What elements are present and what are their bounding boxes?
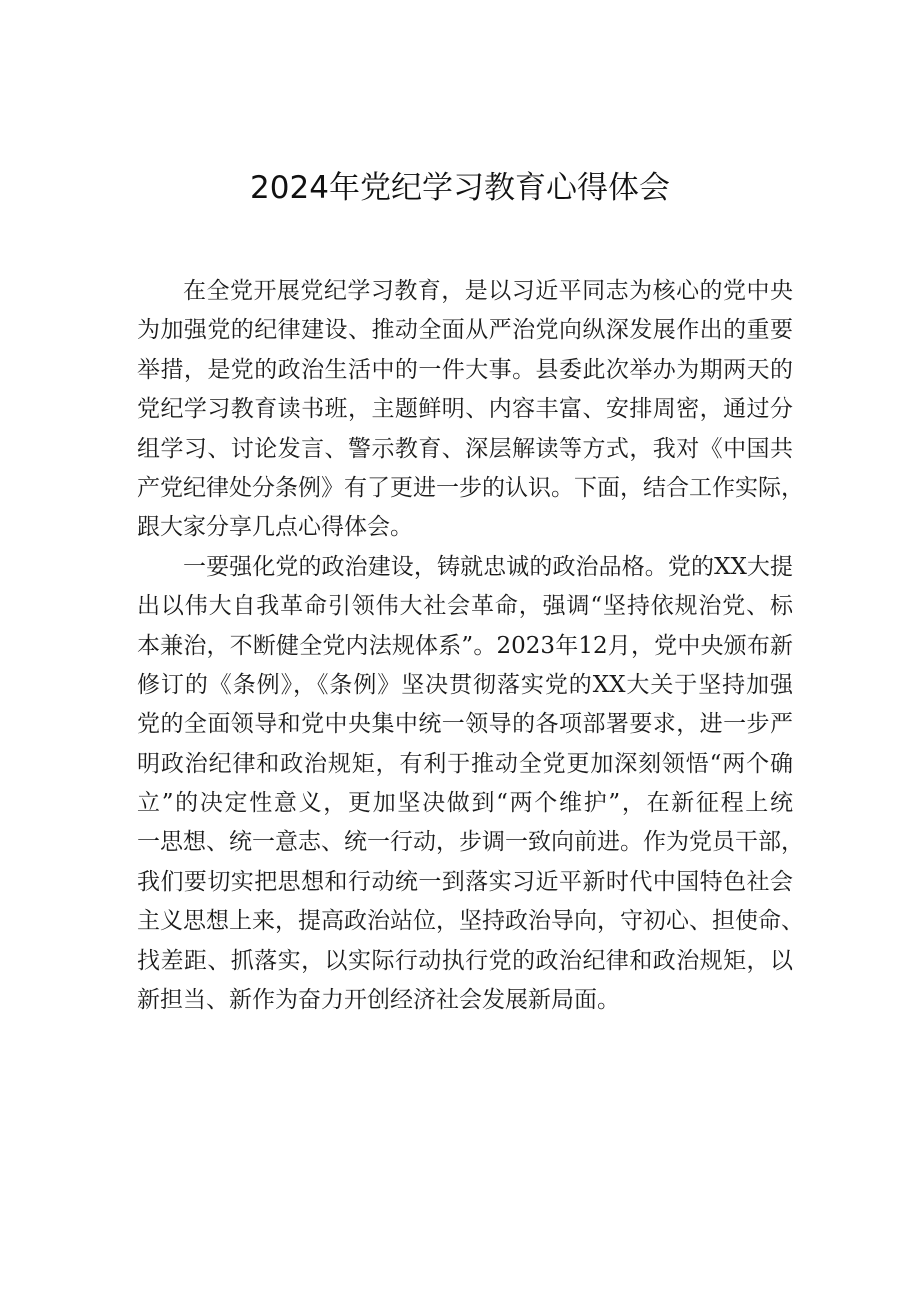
- document-title: 2024年党纪学习教育心得体会: [250, 170, 670, 206]
- paragraph-line: 修订的《条例》，《条例》坚决贯彻落实党的XX大关于坚持加强: [137, 671, 793, 698]
- paragraph-line: 党的全面领导和党中央集中统一领导的各项部署要求，进一步严: [137, 711, 793, 738]
- paragraph-line: 举措，是党的政治生活中的一件大事。县委此次举办为期两天的: [137, 356, 793, 383]
- paragraph-line: 党纪学习教育读书班，主题鲜明、内容丰富、安排周密，通过分: [137, 396, 793, 423]
- paragraph-line: 主义思想上来，提高政治站位，坚持政治导向，守初心、担使命、: [137, 908, 804, 935]
- paragraph-line: 明政治纪律和政治规矩，有利于推动全党更加深刻领悟“两个确: [137, 750, 793, 777]
- paragraph-2: [137, 548, 804, 1021]
- document-body: [137, 272, 804, 1020]
- paragraph-line: 本兼治，不断健全党内法规体系”。2023年12月，党中央颁布新: [137, 632, 793, 659]
- paragraph-line: 新担当、新作为奋力开创经济社会发展新局面。: [137, 987, 620, 1014]
- paragraph-line: 产党纪律处分条例》有了更进一步的认识。下面，结合工作实际，: [137, 474, 804, 501]
- paragraph-1: [137, 272, 804, 548]
- paragraph-line: 立”的决定性意义，更加坚决做到“两个维护”，在新征程上统: [137, 790, 793, 817]
- paragraph-line: 找差距、抓落实，以实际行动执行党的政治纪律和政治规矩，以: [137, 947, 793, 974]
- paragraph-line: 跟大家分享几点心得体会。: [137, 514, 413, 541]
- paragraph-line: 一思想、统一意志、统一行动，步调一致向前进。作为党员干部，: [137, 829, 804, 856]
- paragraph-line: 我们要切实把思想和行动统一到落实习近平新时代中国特色社会: [137, 868, 793, 895]
- paragraph-line: 组学习、讨论发言、警示教育、深层解读等方式，我对《中国共: [137, 435, 793, 462]
- paragraph-line: 出以伟大自我革命引领伟大社会革命，强调“坚持依规治党、标: [137, 593, 793, 620]
- paragraph-line: 一要强化党的政治建设，铸就忠诚的政治品格。党的XX大提: [183, 553, 793, 580]
- paragraph-line: 在全党开展党纪学习教育，是以习近平同志为核心的党中央: [183, 278, 793, 304]
- paragraph-line: 为加强党的纪律建设、推动全面从严治党向纵深发展作出的重要: [137, 317, 793, 344]
